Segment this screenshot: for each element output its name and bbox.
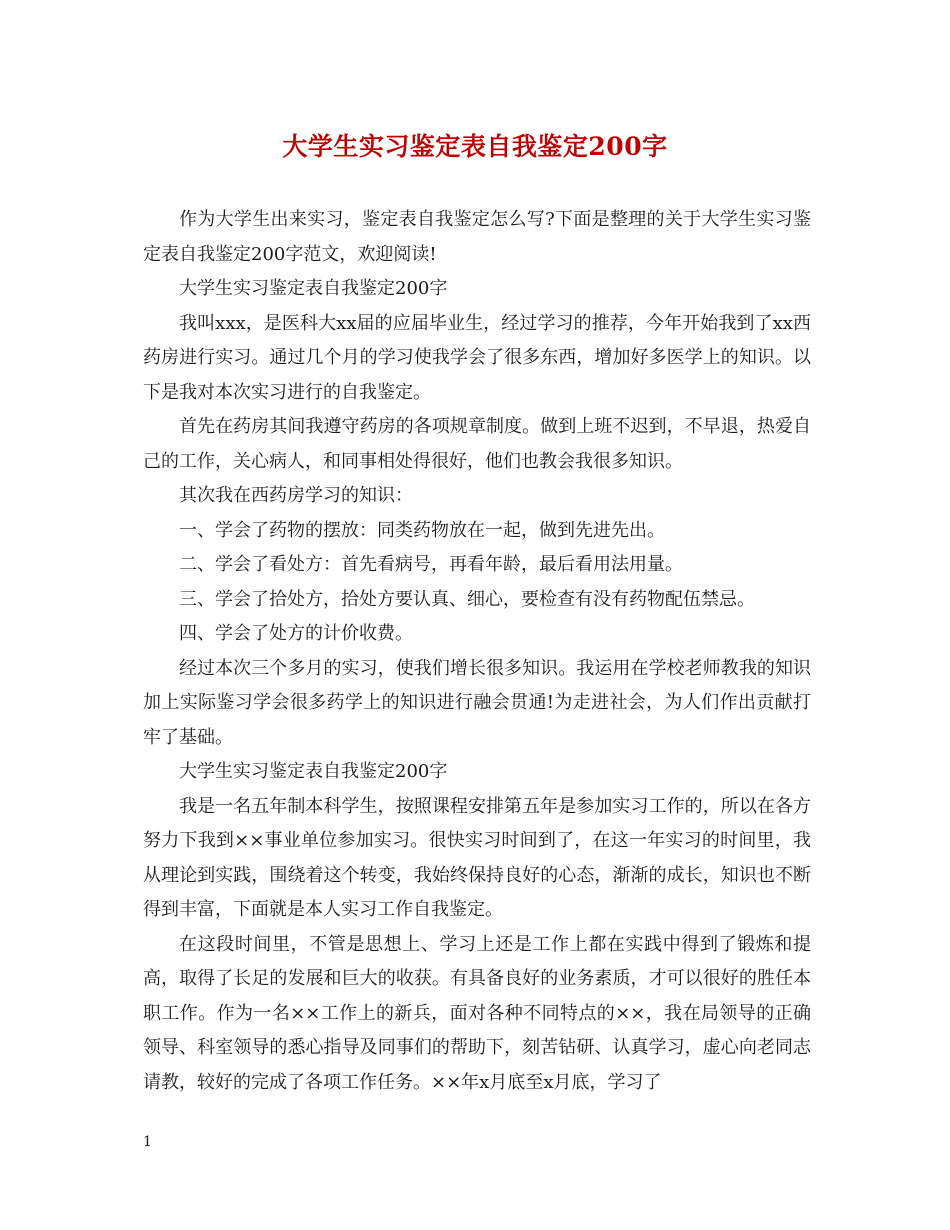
body-paragraph: 首先在药房其间我遵守药房的各项规章制度。做到上班不迟到，不早退，热爱自己的工作，关心病人，和同事相处得很好，他们也教会我很多知识。: [143, 416, 811, 472]
intro-paragraph: 作为大学生出来实习，鉴定表自我鉴定怎么写?下面是整理的关于大学生实习鉴定表自我鉴定200字范文，欢迎阅读!: [143, 209, 811, 265]
body-paragraph: 在这段时间里，不管是思想上、学习上还是工作上都在实践中得到了锻炼和提高，取得了长足的发展和巨大的收获。有具备良好的业务素质，才可以很好的胜任本职工作。作为一名××工作上的新兵，面对各种不同特点的××，我在局领导的正确领导、科室领导的悉心指导及同事们的帮助下，刻苦钻研、认真学习，虚心向老同志请教，较好的完成了各项工作任务。××年x月底至x月底，学习了: [143, 933, 811, 1093]
list-item: 一、学会了药物的摆放：同类药物放在一起，做到先进先出。: [179, 519, 665, 541]
list-item: 二、学会了看处方：首先看病号，再看年龄，最后看用法用量。: [179, 554, 683, 575]
page-number: 1: [143, 1134, 152, 1150]
body-paragraph: 其次我在西药房学习的知识：: [179, 485, 413, 506]
list-item: 四、学会了处方的计价收费。: [179, 623, 413, 644]
section-heading: 大学生实习鉴定表自我鉴定200字: [179, 761, 448, 782]
page-title: 大学生实习鉴定表自我鉴定200字: [282, 132, 668, 161]
document-body: [143, 203, 811, 1100]
list-item: 三、学会了拾处方，拾处方要认真、细心，要检查有没有药物配伍禁忌。: [179, 588, 755, 610]
section-heading: 大学生实习鉴定表自我鉴定200字: [179, 278, 448, 299]
body-paragraph: 我叫xxx，是医科大xx届的应届毕业生，经过学习的推荐，今年开始我到了xx西药房进行实习。通过几个月的学习使我学会了很多东西，增加好多医学上的知识。以下是我对本次实习进行的自我鉴定。: [143, 312, 811, 403]
body-paragraph: 经过本次三个多月的实习，使我们增长很多知识。我运用在学校老师教我的知识加上实际鉴习学会很多药学上的知识进行融会贯通!为走进社会，为人们作出贡献打牢了基础。: [143, 657, 811, 748]
body-paragraph: 我是一名五年制本科学生，按照课程安排第五年是参加实习工作的，所以在各方努力下我到××事业单位参加实习。很快实习时间到了，在这一年实习的时间里，我从理论到实践，围绕着这个转变，我始终保持良好的心态，渐渐的成长，知识也不断得到丰富，下面就是本人实习工作自我鉴定。: [143, 795, 811, 920]
